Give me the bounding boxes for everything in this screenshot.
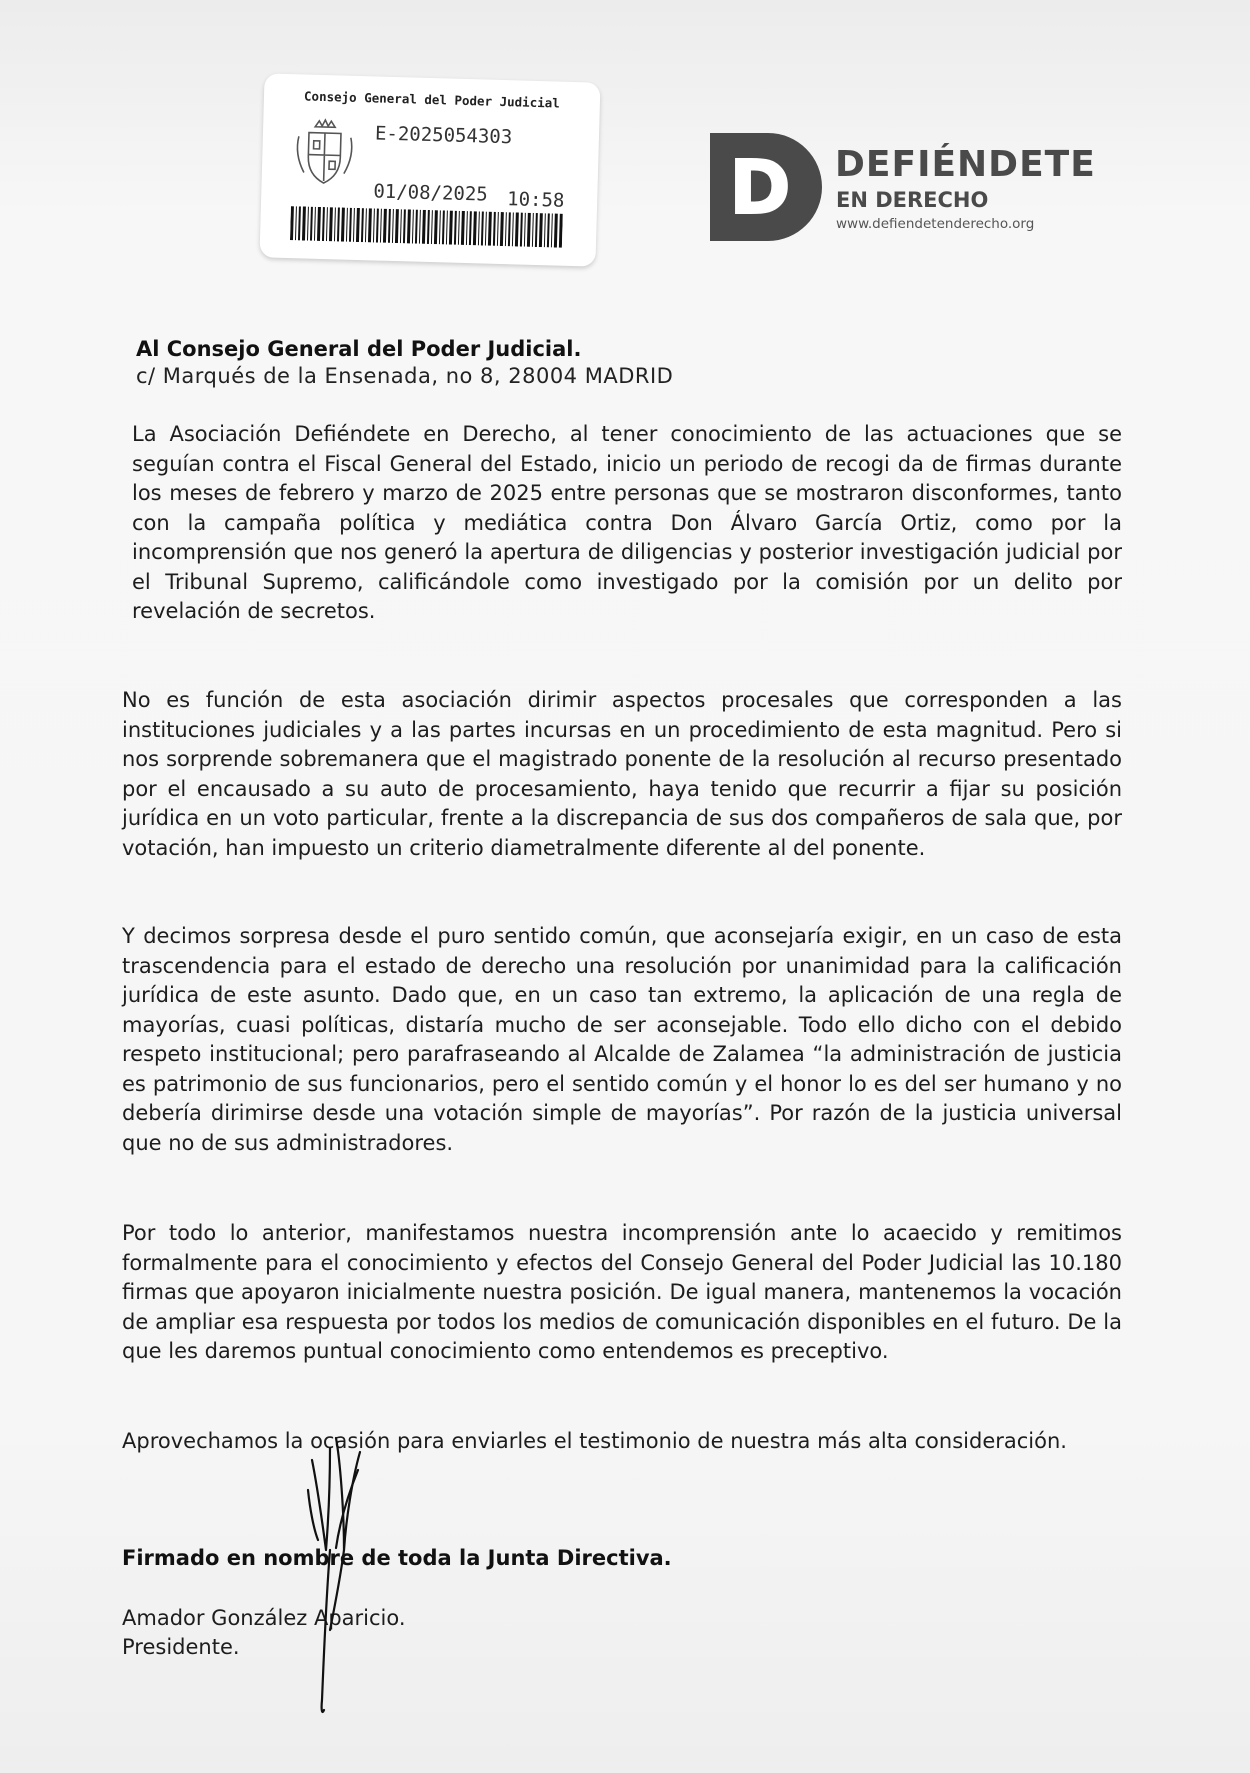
registry-number: E-2025054303 [374, 122, 513, 149]
body-paragraph-2: No es función de esta asociación dirimir aspectos procesales que corresponden a las instituciones judiciales y a las partes incursas en un procedimiento de esta magnitud. Pero si nos sorprende sobremanera que el magistrado ponente de la resolución al recurso presentado por el encausado a su auto de procesamiento, haya tenido que recurrir a fijar su posición jurídica en un voto particular, frente a la discrepancia de sus dos compañeros de sala que, por votación, han impuesto un criterio diametralmente diferente al del ponente. [122, 688, 1122, 860]
body-paragraph-4: Por todo lo anterior, manifestamos nuestra incomprensión ante lo acaecido y remitimos formalmente para el conocimiento y efectos del Consejo General del Poder Judicial las 10.180 firmas que apoyaron inicialmente nuestra posición. De igual manera, mantenemos la vocación de ampliar esa respuesta por todos los medios de comunicación disponibles en el futuro. De la que les daremos puntual conocimiento como entendemos es preceptivo. [122, 1221, 1122, 1363]
handwritten-signature [300, 1430, 400, 1720]
body-paragraph-3: Y decimos sorpresa desde el puro sentido común, que aconsejaría exigir, en un caso de esta trascendencia para el estado de derecho una resolución por unanimidad para la calificación jurídica de este asunto. Dado que, en un caso tan extremo, la aplicación de una regla de mayorías, cuasi políticas, distaría mucho de ser aconsejable. Todo ello dicho con el debido respeto institucional; pero parafraseando al Alcalde de Zalamea “la administración de justicia es patrimonio de sus funcionarios, pero el sentido común y el honor lo es del ser humano y no debería dirimirse desde una votación simple de mayorías”. Por razón de la justicia universal que no de sus administradores. [122, 924, 1122, 1155]
registry-date: 01/08/2025 [373, 180, 489, 206]
signed-line: Firmado en nombre de toda la Junta Directiva. [122, 1546, 672, 1570]
stamp-institution: Consejo General del Poder Judicial [303, 88, 561, 111]
registry-time: 10:58 [506, 188, 565, 212]
logo-website: www.defiendetenderecho.org [836, 216, 1035, 232]
logo-name: DEFIÉNDETE [835, 144, 1096, 185]
signatory-role: Presidente. [122, 1635, 240, 1659]
registry-stamp [259, 73, 600, 266]
logo-d-icon [710, 133, 822, 241]
coat-of-arms-icon [291, 116, 357, 190]
barcode-icon [290, 206, 563, 248]
logo-letter: D [729, 145, 791, 231]
logo-subtitle: EN DERECHO [836, 188, 989, 212]
body-paragraph-5: Aprovechamos la ocasión para enviarles el testimonio de nuestra más alta consideración. [122, 1429, 1067, 1453]
recipient-line-2: c/ Marqués de la Ensenada, no 8, 28004 MADRID [136, 364, 674, 388]
recipient-line-1: Al Consejo General del Poder Judicial. [136, 337, 582, 361]
signatory-name: Amador González Aparicio. [122, 1606, 406, 1630]
body-paragraph-1: La Asociación Defiéndete en Derecho, al tener conocimiento de las actuaciones que se seguían contra el Fiscal General del Estado, inicio un periodo de recogi da de firmas durante los meses de febrero y marzo de 2025 entre personas que se mostraron disconformes, tanto con la campaña política y mediática contra Don Álvaro García Ortiz, como por la incomprensión que nos generó la apertura de diligencias y posterior investigación judicial por el Tribunal Supremo, calificándole como investigado por la comisión por un delito por revelación de secretos. [132, 422, 1122, 623]
